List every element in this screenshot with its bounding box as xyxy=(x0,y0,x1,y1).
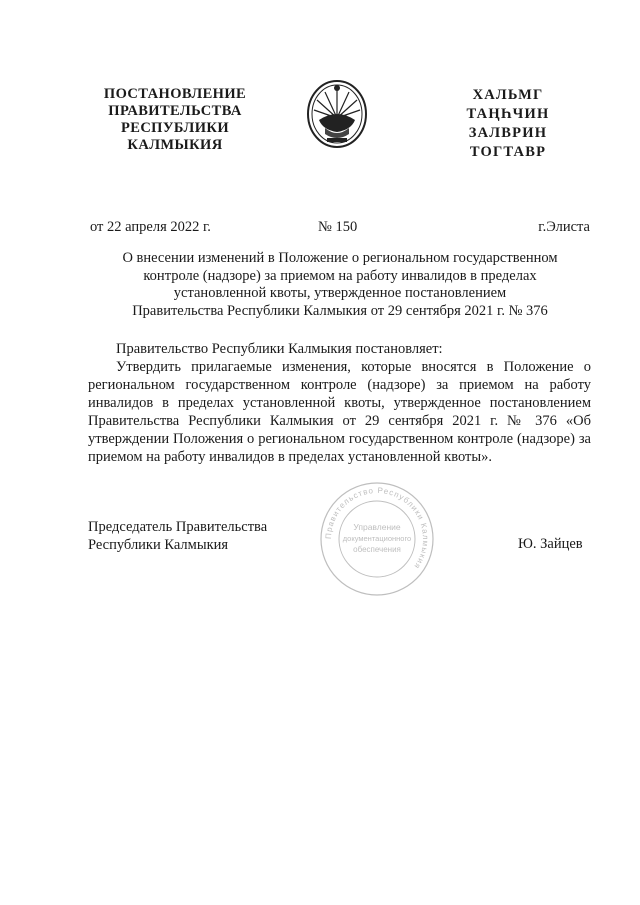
body-paragraph-main: Утвердить прилагаемые изменения, которые вносятся в Положение о региональном государственном контроле (надзоре) за приемом на работу инвалидов в пределах установленной квоты, утвержденное постановлением Правительства Республики Калмыкия от 29 сентября 2021 г. № 376 «Об утверждении Положения о региональном государственном контроле (надзоре) за приемом на работу инвалидов в пределах установленной квоты». xyxy=(88,359,591,465)
subject-line: установленной квоты, утвержденное постановлением xyxy=(173,285,507,301)
stamp-ring-text: Правительство Республики Калмыкия xyxy=(323,485,431,571)
subject-line: О внесении изменений в Положение о региональном государственном xyxy=(122,250,558,266)
official-stamp xyxy=(318,480,436,598)
stamp-inner-line: обеспечения xyxy=(353,545,401,554)
header-left-line: ПРАВИТЕЛЬСТВА xyxy=(108,103,242,119)
signatory-title xyxy=(88,518,267,554)
document-body xyxy=(88,340,591,466)
header-left-line: КАЛМЫКИЯ xyxy=(127,137,223,153)
signatory-name: Ю. Зайцев xyxy=(518,536,583,552)
header-left-line: ПОСТАНОВЛЕНИЕ xyxy=(103,86,247,102)
signatory-title-line: Республики Калмыкия xyxy=(88,537,229,553)
header-left-line: РЕСПУБЛИКИ xyxy=(120,120,230,136)
coat-of-arms-emblem xyxy=(305,78,369,150)
document-number: № 150 xyxy=(318,219,358,235)
subject-line: Правительства Республики Калмыкия от 29 сентября 2021 г. № 376 xyxy=(132,302,548,319)
subject-line: контроле (надзоре) за приемом на работу инвалидов в пределах xyxy=(143,267,537,284)
header-right-title xyxy=(448,86,568,162)
stamp-inner-line: документационного xyxy=(342,534,412,543)
header-left-title xyxy=(90,86,260,154)
document-subject xyxy=(90,250,590,320)
document-city: г.Элиста xyxy=(538,219,590,235)
header-right-line: ТОГТАВР xyxy=(469,144,547,160)
header-right-line: ЗАЛВРИН xyxy=(468,125,548,141)
signatory-title-line: Председатель Правительства xyxy=(88,519,268,535)
body-paragraph-resolution: Правительство Республики Калмыкия постановляет: xyxy=(116,341,443,357)
header-right-line: ХАЛЬМГ xyxy=(472,87,544,103)
header-right-line: ТАҢҺЧИН xyxy=(466,106,550,122)
stamp-inner-line: Управление xyxy=(353,522,401,532)
document-date: от 22 апреля 2022 г. xyxy=(90,219,211,235)
